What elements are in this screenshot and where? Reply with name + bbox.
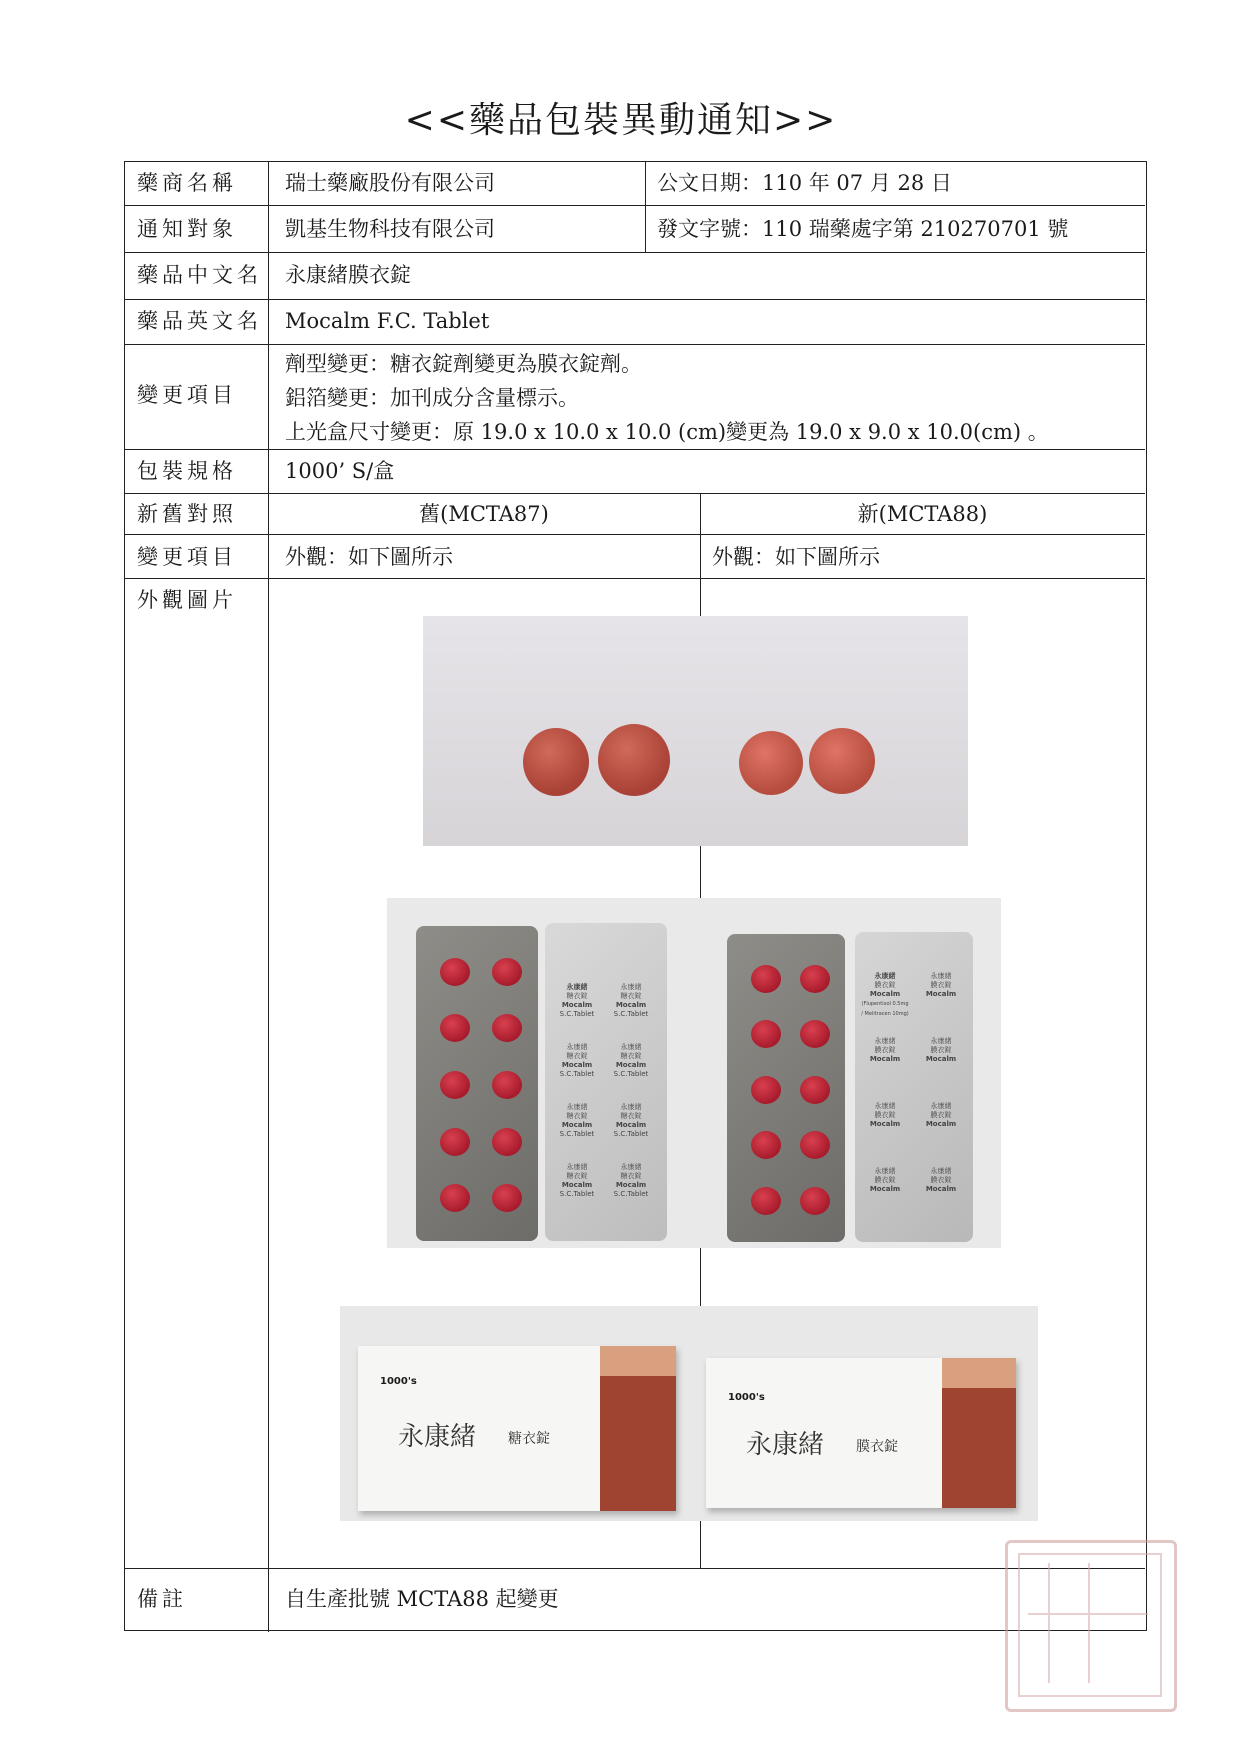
target-value: 凱基生物科技有限公司 <box>285 217 495 241</box>
old-header: 舊(MCTA87) <box>419 502 549 526</box>
old-box-brand: 永康緒 <box>398 1422 477 1452</box>
new-tablet-well <box>800 1020 830 1048</box>
old-blister-foil: 永康緒 糖衣錠 Mocalm S.C.Tablet 永康緒 糖衣錠 Mocalm S.C.Tablet 永康緒 糖衣錠 Mocalm S.C.Tablet 永康緒 糖衣錠 Mocalm S.C.Tablet 永康緒 糖衣錠 Mocalm S.C.Tablet 永康緒 糖衣錠 Mocalm S.C.Tablet 永康緒 糖衣錠 Mocalm S.C.Tablet 永康緒 糖衣錠 Mocalm S.C.Tablet <box>545 923 667 1241</box>
old-foil-form: S.C.Tablet <box>559 1010 595 1018</box>
remark-value: 自生產批號 MCTA88 起變更 <box>285 1587 559 1611</box>
old-foil-type: 糖衣錠 <box>566 992 588 1000</box>
new-tablet-well <box>751 1076 781 1104</box>
tablets-photo <box>423 616 968 846</box>
maker-value: 瑞士藥廠股份有限公司 <box>285 171 495 195</box>
new-box-brand: 永康緒 <box>746 1430 825 1460</box>
photo-label: 外觀圖片 <box>137 588 237 612</box>
doc-date: 公文日期：110 年 07 月 28 日 <box>657 171 952 195</box>
new-box <box>706 1358 1016 1508</box>
remark-label: 備註 <box>137 1587 187 1611</box>
new-tablet-well <box>800 1076 830 1104</box>
en-name-value: Mocalm F.C. Tablet <box>285 309 490 333</box>
new-blister-foil: 永康緒 膜衣錠 Mocalm (Flupentixol 0.5mg / Melitracen 10mg) 永康緒 膜衣錠 Mocalm 永康緒 膜衣錠 Mocalm 永康緒 膜衣錠 Mocalm 永康緒 膜衣錠 Mocalm 永康緒 膜衣錠 Mocalm 永康緒 膜衣錠 Mocalm 永康緒 膜衣錠 Mocalm <box>855 932 973 1242</box>
old-tablet-well <box>440 958 470 986</box>
new-box-qty: 1000's <box>728 1392 765 1403</box>
old-box-type: 糖衣錠 <box>508 1431 550 1447</box>
change-line-3: 上光盒尺寸變更：原 19.0 x 10.0 x 10.0 (cm)變更為 19.0 x 9.0 x 10.0(cm) 。 <box>285 420 1049 444</box>
old-tablet-well <box>440 1128 470 1156</box>
pack-label: 包裝規格 <box>137 459 237 483</box>
old-tablet-1 <box>523 728 589 796</box>
new-tablet-1 <box>739 731 803 795</box>
new-tablet-well <box>800 1131 830 1159</box>
old-box <box>358 1346 676 1511</box>
new-tablet-well <box>751 1020 781 1048</box>
old-tablet-well <box>440 1014 470 1042</box>
doc-number: 發文字號：110 瑞藥處字第 210270701 號 <box>657 217 1069 241</box>
old-foil-en: Mocalm <box>561 1001 593 1009</box>
cn-name-value: 永康緒膜衣錠 <box>285 263 411 287</box>
maker-label: 藥商名稱 <box>137 171 237 195</box>
new-tablet-well <box>751 965 781 993</box>
cn-name-label: 藥品中文名 <box>137 263 262 287</box>
old-tablet-well <box>492 958 522 986</box>
box-photo <box>340 1306 1038 1521</box>
new-tablet-well <box>800 965 830 993</box>
company-seal-stamp <box>1005 1540 1177 1712</box>
en-name-label: 藥品英文名 <box>137 309 262 333</box>
change-line-2: 鋁箔變更：加刊成分含量標示。 <box>285 386 579 410</box>
old-foil-brand: 永康緒 <box>566 983 588 991</box>
new-tablet-well <box>751 1131 781 1159</box>
old-tablet-well <box>492 1071 522 1099</box>
old-blister-tablets <box>416 926 538 1241</box>
pack-value: 1000’ S/盒 <box>285 459 395 483</box>
old-tablet-2 <box>598 724 670 796</box>
new-tablet-well <box>751 1187 781 1215</box>
new-box-type: 膜衣錠 <box>856 1439 898 1455</box>
compare-label: 新舊對照 <box>137 502 237 526</box>
new-blister-tablets <box>727 934 845 1242</box>
new-tablet-well <box>800 1187 830 1215</box>
old-appearance: 外觀：如下圖所示 <box>285 545 453 569</box>
item-label: 變更項目 <box>137 545 237 569</box>
document-title: <<藥品包裝異動通知>> <box>404 100 838 141</box>
new-foil-en: Mocalm <box>869 990 901 998</box>
old-tablet-well <box>440 1184 470 1212</box>
target-label: 通知對象 <box>137 217 237 241</box>
old-box-qty: 1000's <box>380 1376 417 1387</box>
new-appearance: 外觀：如下圖所示 <box>712 545 880 569</box>
blister-photo <box>387 898 1001 1248</box>
change-line-1: 劑型變更：糖衣錠劑變更為膜衣錠劑。 <box>285 352 642 376</box>
old-tablet-well <box>492 1184 522 1212</box>
old-tablet-well <box>492 1128 522 1156</box>
new-tablet-2 <box>809 728 875 794</box>
old-tablet-well <box>440 1071 470 1099</box>
new-foil-brand: 永康緒 <box>874 972 896 980</box>
old-tablet-well <box>492 1014 522 1042</box>
new-header: 新(MCTA88) <box>857 502 988 526</box>
new-foil-type: 膜衣錠 <box>874 981 896 989</box>
change-label: 變更項目 <box>137 383 237 407</box>
new-foil-ingredients: (Flupentixol 0.5mg / Melitracen 10mg) <box>861 1001 909 1017</box>
